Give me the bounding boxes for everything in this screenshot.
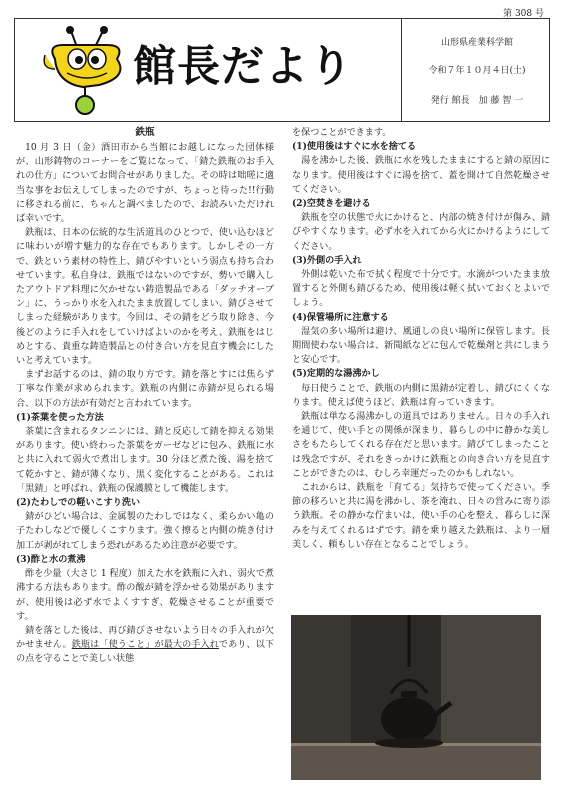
paragraph: 外側は乾いた布で拭く程度で十分です。水滴がついたまま放置すると外側も錆びるため、使用後は軽く拭いておくとよいでしょう。 <box>292 270 550 309</box>
paragraph: 鉄瓶を空の状態で火にかけると、内部の焼き付けが傷み、錆びやすくなります。必ず水を入れてから火にかけるようにしてください。 <box>292 213 550 252</box>
article-left-column <box>16 126 274 667</box>
section-heading: (2)たわしでの軽いこすり洗い <box>16 497 141 509</box>
paragraph: 鉄瓶は、日本の伝統的な生活道具のひとつで、使い込むほどに味わいが増す魅力的な存在でもあります。しかしその一方で、鉄という素材の特性上、錆びやすいという弱点も持ち合わせています。私自身は、鉄瓶ではないのですが、勢いで購入したアウトドア料理に欠かせない鋳造製品である「ダッチオーブン」に、うっかり水を入れたまま放置してしまい、錆びさせてしまった経験があります。今回は、その錆をどう取り除き、今後どのように手入れをしていけばよいのかを考え、鉄瓶をはじめとする、貴重な鋳造製品との付き合い方を見直す機会にしたいと考えています。 <box>16 228 274 367</box>
issue-date: 令和７年１０月４日(土) <box>428 66 526 76</box>
paragraph <box>16 624 274 667</box>
paragraph: 10 月 3 日（金）酒田市から当館にお越しになった団体様が、山形鋳物のコーナーをご覧になって、「錆た鉄瓶のお手入れの仕方」についてお問合せがありました。その時は咄嗟に適当な事をお伝えしてしまったのですが、ちょっと待った!!行動に移される前に、ちゃんと調べましたので、お読みいただければ幸いです。 <box>16 143 274 225</box>
section-heading: (1)使用後はすぐに水を捨てる <box>292 141 417 153</box>
paragraph: 錆がひどい場合は、金属製のたわしではなく、柔らかい亀の子たわしなどで優しくこすります。強く擦ると内側の焼き付け加工が剥がれてしまう恐れがあるため注意が必要です。 <box>16 512 274 551</box>
paragraph: 毎日使うことで、鉄瓶の内側に黒錆が定着し、錆びにくくなります。使えば使うほど、鉄瓶は育っていきます。 <box>292 383 550 408</box>
section-heading: (2)空焚きを避ける <box>292 198 371 210</box>
issue-number: 第 308 号 <box>503 9 544 19</box>
section-heading: (3)外側の手入れ <box>292 254 362 266</box>
iron-kettle-photo <box>291 615 541 780</box>
section-heading: (4)保管場所に注意する <box>292 311 389 323</box>
paragraph-text: であり、以下の点を守ることで美しい状態 <box>16 640 274 665</box>
article-title: 鉄瓶 <box>135 127 155 138</box>
header-info <box>401 19 552 121</box>
paragraph: 酢を少量（大さじ 1 程度）加えた水を鉄瓶に入れ、弱火で煮沸する方法もあります。酢の酸が錆を浮かせる効果がありますが、使用後は必ず水でよくすすぎ、乾燥させることが重要です。 <box>16 569 274 622</box>
section-heading: (5)定期的な湯沸かし <box>292 368 380 380</box>
paragraph-continued: を保つことができます。 <box>292 128 392 138</box>
mascot-illustration <box>37 25 133 117</box>
section-heading: (3)酢と水の煮沸 <box>16 553 86 565</box>
underlined-text: 鉄瓶は「使うこと」が最大の手入れ <box>71 640 219 651</box>
paragraph: これからは、鉄瓶を「育てる」気持ちで使ってください。季節の移ろいと共に湯を沸かし、茶を淹れ、日々の営みに寄り添う鉄瓶。その静かな佇まいは、使い手の心を整え、暮らしに深みを与えてくれるはずです。錆を乗り越えた鉄瓶は、より一層美しく、頼もしい存在となることでしょう。 <box>292 483 550 550</box>
org-name: 山形県産業科学館 <box>440 38 513 48</box>
article-right-column <box>292 126 550 552</box>
paragraph: まずお話するのは、錆の取り方です。錆を落とすには焦らず丁寧な作業が求められます。鉄瓶の内側に赤錆が見られる場合、以下の方法が有効だと言われています。 <box>16 370 274 409</box>
kettle-icon <box>291 615 541 780</box>
paragraph: 鉄瓶は単なる湯沸かしの道具ではありません。日々の手入れを通じて、使い手との関係が深まり、暮らしの中に静かな美しさをもたらしてくれる存在だと思います。錆びてしまったことは残念ですが、それをきっかけに鉄瓶との向き合い方を見直すことができたのは、むしろ幸運だったのかもしれない。 <box>292 412 550 479</box>
publisher: 発行 館長 加 藤 智 一 <box>430 96 524 106</box>
newsletter-title: 館長だより <box>133 42 353 92</box>
newsletter-header <box>14 18 550 122</box>
paragraph: 湯を沸かした後、鉄瓶に水を残したままにすると錆の原因になります。使用後はすぐに湯を捨て、蓋を開けて自然乾燥させてください。 <box>292 156 550 195</box>
section-heading: (1)茶葉を使った方法 <box>16 411 104 423</box>
paragraph: 湿気の多い場所は避け、風通しの良い場所に保管します。長期間使わない場合は、新聞紙などに包んで乾燥剤と共にしまうと安心です。 <box>292 326 550 366</box>
paragraph-text: 錆を落とした後は、再び錆びさせないよう日々の手入れが欠かせません。 <box>16 625 274 651</box>
paragraph: 茶葉に含まれるタンニンには、錆と反応して錆を抑える効果があります。使い終わった茶葉をガーゼなどに包み、鉄瓶に水と共に入れて弱火で煮出します。30 分ほど煮た後、湯を捨てて乾かすと、錆が薄くなり、黒く変化することがある。これは「黒錆」と呼ばれ、鉄瓶の保護膜として機能します。 <box>16 427 274 494</box>
